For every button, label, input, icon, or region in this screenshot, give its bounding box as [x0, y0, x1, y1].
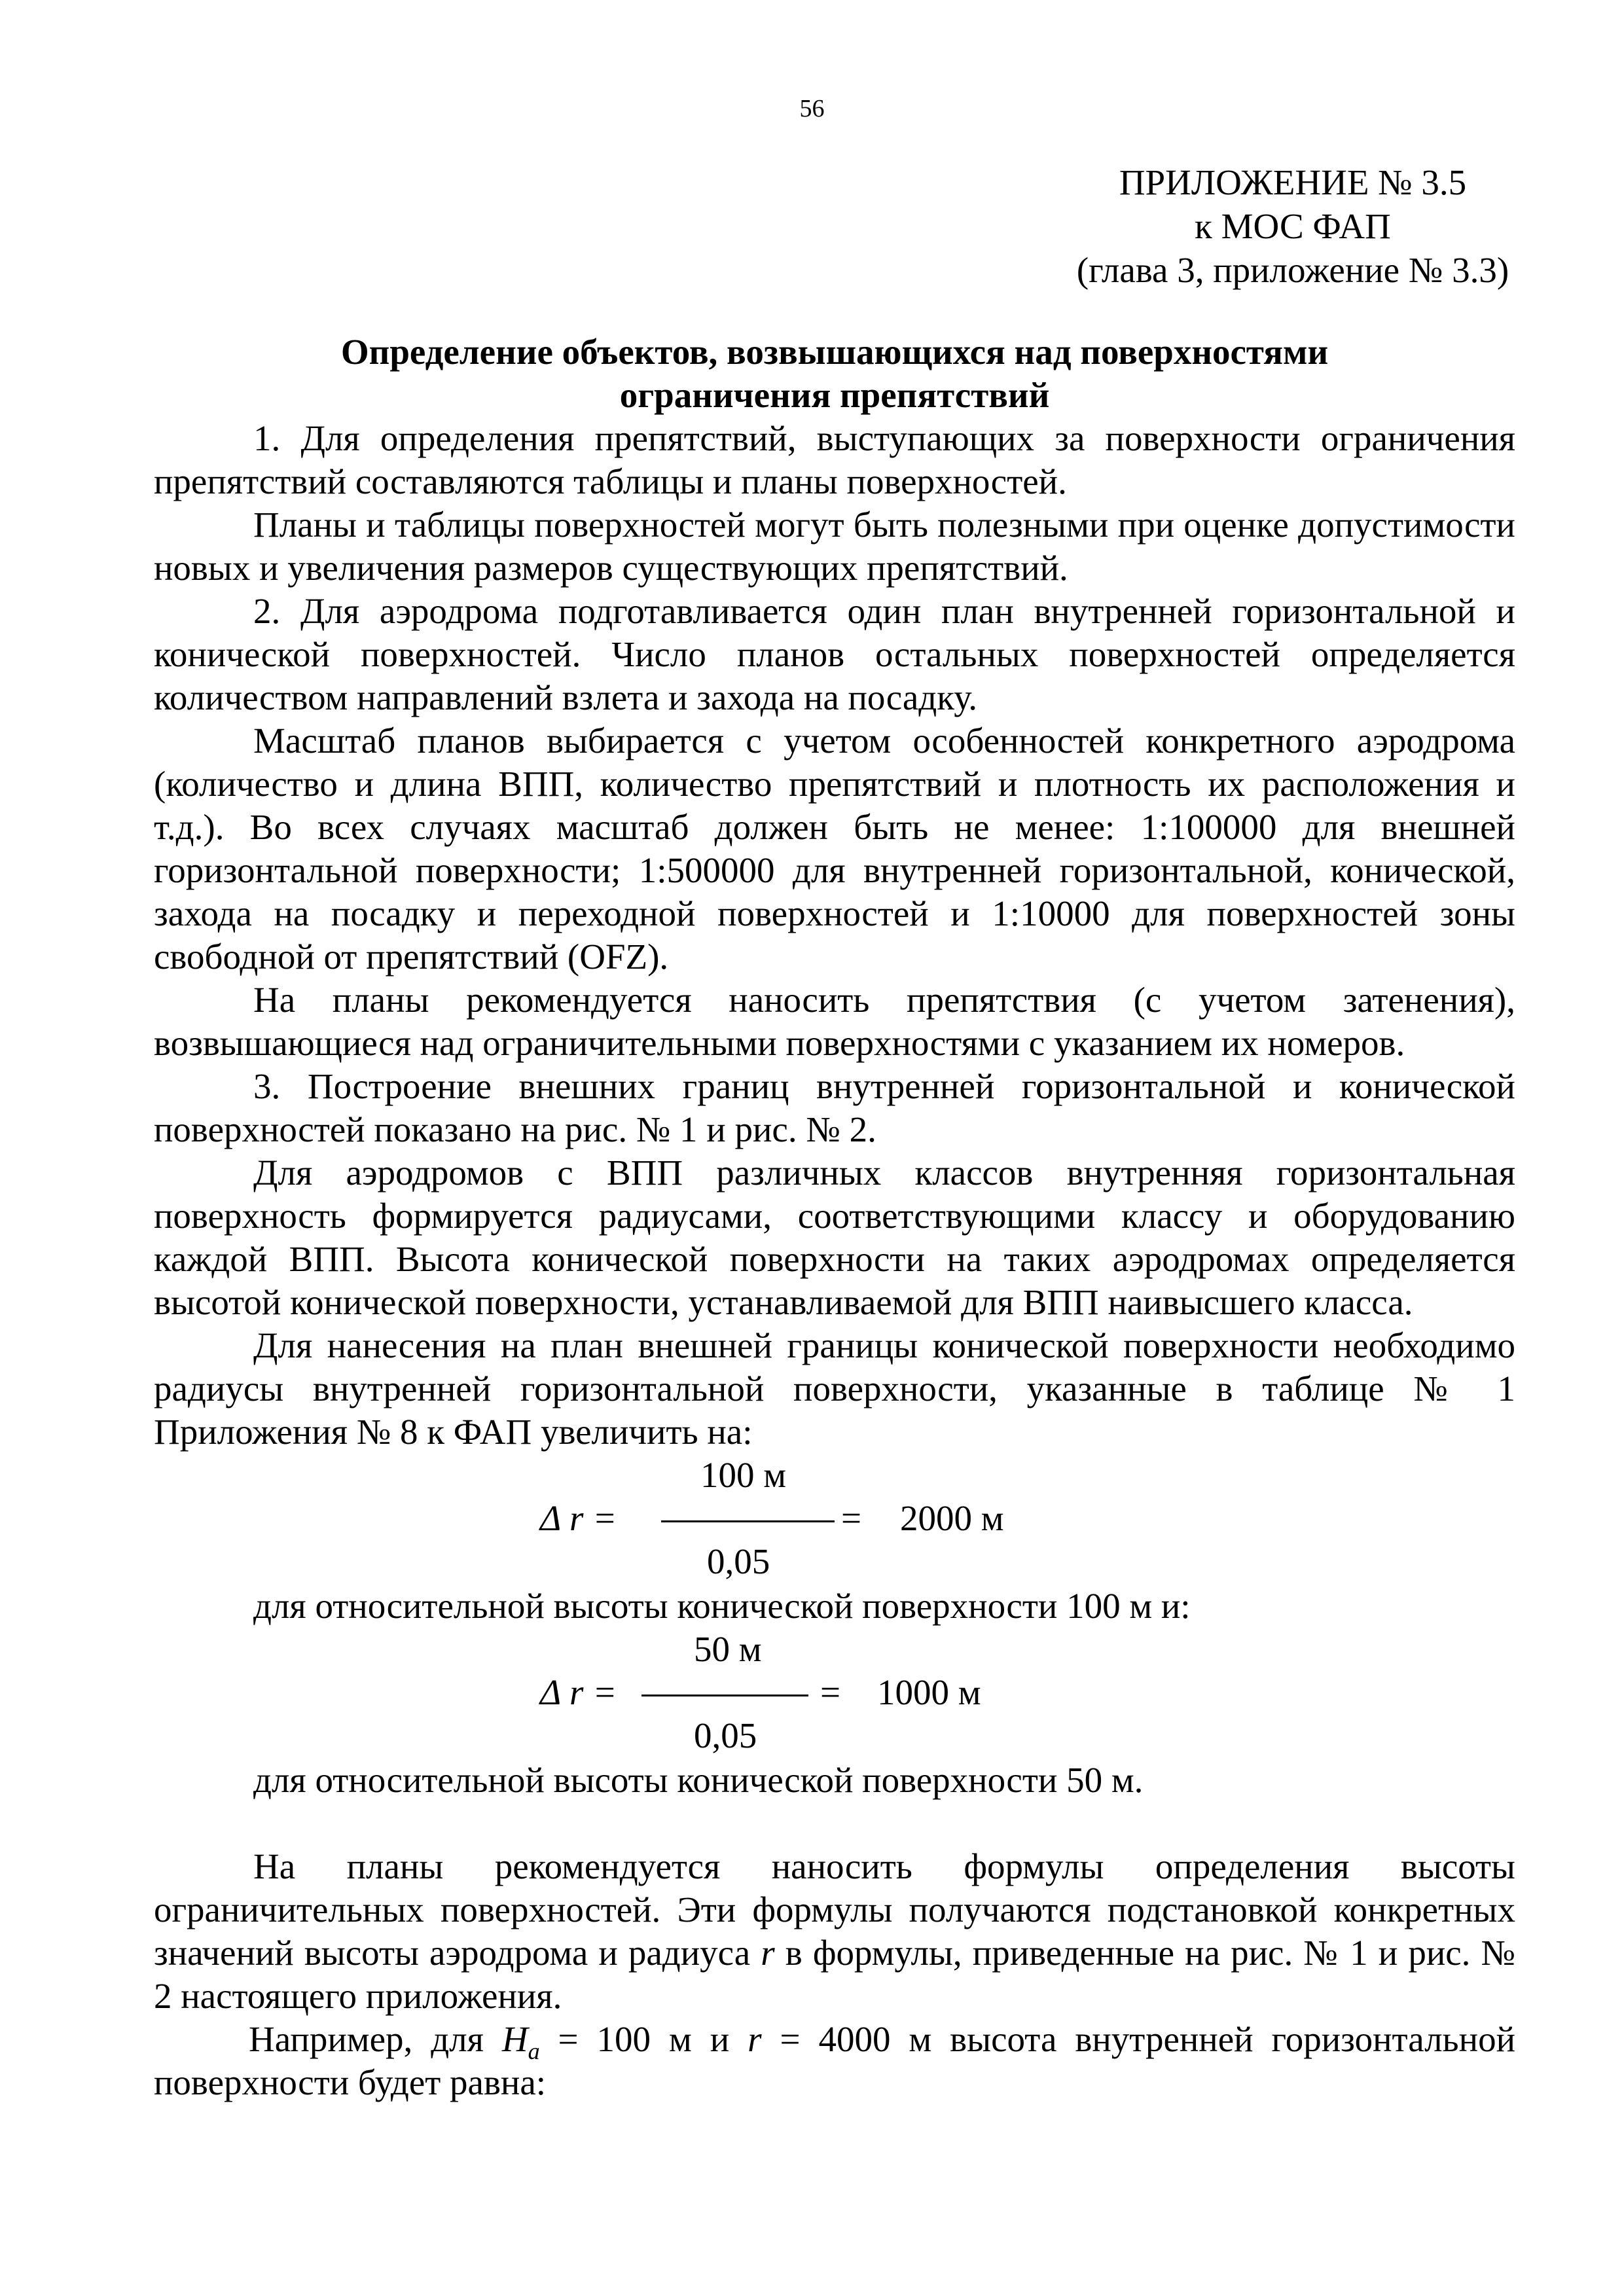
formula-1-equals: = — [841, 1498, 862, 1538]
paragraph-3: 2. Для аэродрома подготавливается один план внутренней горизонтальной и конической поверхностей. Число планов остальных поверхностей определяется количеством направлений взлета и захода на посадку. — [154, 591, 1515, 717]
paragraph-10-text-c: = 4000 м высота внутренней горизонтальной поверхности будет равна: — [154, 2019, 1516, 2102]
paragraph-9-text-a: На планы рекомендуется наносить формулы определения высоты ограничительных поверхностей. Эти формулы получаются подстановкой конкретных значений высоты аэродрома и радиуса — [154, 1846, 1515, 1973]
paragraph-10-text-b: = 100 м и — [539, 2019, 748, 2059]
paragraph-6: 3. Построение внешних границ внутренней горизонтальной и конической поверхностей показано на рис. № 1 и рис. № 2. — [154, 1066, 1515, 1149]
paragraph-9 — [154, 1845, 1515, 2018]
appendix-header — [998, 160, 1587, 292]
formula-2-numerator: 50 м — [694, 1629, 762, 1669]
paragraph-9-text-b: в формулы, приведенные на рис. № 1 и рис. № 2 настоящего приложения. — [154, 1933, 1515, 2016]
formula-1 — [154, 1454, 1515, 1585]
page-number: 56 — [799, 95, 825, 122]
formula-1-lhs: Δ r = — [540, 1498, 617, 1538]
spacer — [154, 1802, 1515, 1845]
formula-1-fraction-bar — [661, 1520, 835, 1522]
document-title — [154, 331, 1515, 417]
paragraph-1: 1. Для определения препятствий, выступающих за поверхности ограничения препятствий составляются таблицы и планы поверхностей. — [154, 418, 1515, 501]
paragraph-10-var-h: H — [501, 2019, 528, 2059]
formula-2-result: 1000 м — [877, 1672, 981, 1712]
paragraph-5: На планы рекомендуется наносить препятствия (с учетом затенения), возвышающиеся над ограничительными поверхностями с указанием их номеров. — [154, 980, 1515, 1063]
formula-1-denominator: 0,05 — [707, 1541, 770, 1581]
paragraph-7: Для аэродромов с ВПП различных классов внутренняя горизонтальная поверхность формируется радиусами, соответствующими классу и оборудованию каждой ВПП. Высота конической поверхности на таких аэродромах определяется высотой конической поверхности, устанавливаемой для ВПП наивысшего класса. — [154, 1153, 1515, 1322]
paragraph-10-var-r: r — [748, 2019, 762, 2059]
appendix-line-3: (глава 3, приложение № 3.3) — [1076, 250, 1509, 290]
appendix-line-1: ПРИЛОЖЕНИЕ № 3.5 — [1119, 162, 1467, 202]
title-line-1: Определение объектов, возвышающихся над поверхностями — [340, 332, 1329, 372]
formula-1-numerator: 100 м — [700, 1455, 787, 1495]
formula-2 — [154, 1628, 1515, 1759]
appendix-line-2: к МОС ФАП — [1195, 206, 1391, 246]
paragraph-4: Масштаб планов выбирается с учетом особенностей конкретного аэродрома (количество и длина ВПП, количество препятствий и плотность их расположения и т.д.). Во всех случаях масштаб должен быть не менее: 1:100000 для внешней горизонтальной поверхности; 1:500000 для внутренней горизонтальной, конической, захода на посадку и переходной поверхностей и 1:10000 для поверхностей зоны свободной от препятствий (OFZ). — [154, 721, 1515, 977]
document-body — [154, 417, 1515, 2104]
formula-2-caption: для относительной высоты конической поверхности 50 м. — [253, 1760, 1144, 1800]
formula-2-lhs: Δ r = — [540, 1672, 617, 1712]
paragraph-9-var-r: r — [761, 1933, 775, 1973]
formula-1-caption: для относительной высоты конической поверхности 100 м и: — [253, 1586, 1191, 1626]
paragraph-10-sub-a: a — [528, 2038, 540, 2064]
paragraph-8: Для нанесения на план внешней границы конической поверхности необходимо радиусы внутренней горизонтальной поверхности, указанные в таблице № 1 Приложения № 8 к ФАП увеличить на: — [154, 1325, 1515, 1452]
formula-2-fraction-bar — [641, 1695, 808, 1696]
formula-1-result: 2000 м — [900, 1498, 1004, 1538]
title-line-2: ограничения препятствий — [619, 375, 1050, 415]
formula-2-denominator: 0,05 — [694, 1715, 757, 1755]
paragraph-10 — [154, 2018, 1515, 2104]
formula-2-equals: = — [820, 1672, 841, 1712]
paragraph-10-text-a: Например, для — [249, 2019, 502, 2059]
paragraph-2: Планы и таблицы поверхностей могут быть полезными при оценке допустимости новых и увеличения размеров существующих препятствий. — [154, 505, 1515, 588]
